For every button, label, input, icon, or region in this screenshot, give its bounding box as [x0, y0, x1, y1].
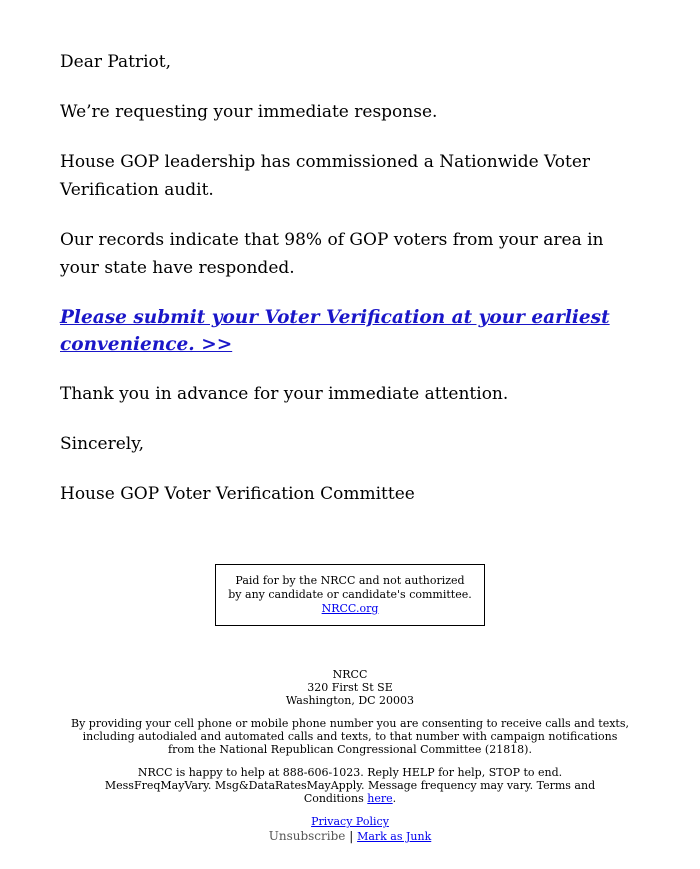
closing: Sincerely,: [60, 434, 144, 454]
privacy-policy-row: [0, 815, 700, 828]
paragraph-audit: House GOP leadership has commissioned a Nationwide Voter Verification audit.: [60, 152, 591, 200]
help-text-pre: NRCC is happy to help at 888-606-1023. Reply HELP for help, STOP to end. MessFreqMayVary. Msg&DataRatesMayApply. Message frequency may vary. Terms and Conditions: [104, 766, 596, 805]
mark-as-junk-link[interactable]: Mark as Junk: [357, 830, 432, 843]
signature: House GOP Voter Verification Committee: [60, 484, 415, 504]
address-block: [0, 668, 700, 707]
separator: |: [345, 829, 358, 843]
paid-for-disclaimer-box: [215, 564, 485, 626]
address-line-2: Washington, DC 20003: [285, 694, 415, 707]
help-text-post: .: [392, 792, 397, 805]
greeting: Dear Patriot,: [60, 52, 172, 72]
org-name: NRCC: [332, 668, 368, 681]
email-footer: [0, 668, 700, 843]
help-text: [90, 766, 610, 805]
voter-verification-link[interactable]: Please submit your Voter Verification at your earliest convenience. >>: [60, 307, 610, 355]
cta-paragraph: [60, 304, 632, 358]
paragraph-thanks: Thank you in advance for your immediate attention.: [60, 384, 509, 404]
privacy-policy-link[interactable]: Privacy Policy: [311, 815, 389, 828]
unsubscribe-row: [0, 830, 700, 843]
address-line-1: 320 First St SE: [307, 681, 393, 694]
disclaimer-text: Paid for by the NRCC and not authorized by any candidate or candidate's committee.: [228, 574, 472, 601]
paragraph-immediate-response: We’re requesting your immediate response.: [60, 102, 438, 122]
unsubscribe-text[interactable]: Unsubscribe: [268, 829, 346, 843]
nrcc-org-link[interactable]: NRCC.org: [321, 602, 379, 615]
consent-text: By providing your cell phone or mobile phone number you are consenting to receive calls and texts, including autodialed and automated calls and texts, to that number with campaign notifications from the National Republican Congressional Committee (21818).: [70, 717, 629, 756]
terms-and-conditions-link[interactable]: here: [367, 792, 393, 805]
paragraph-records: Our records indicate that 98% of GOP voters from your area in your state have responded.: [60, 230, 604, 278]
